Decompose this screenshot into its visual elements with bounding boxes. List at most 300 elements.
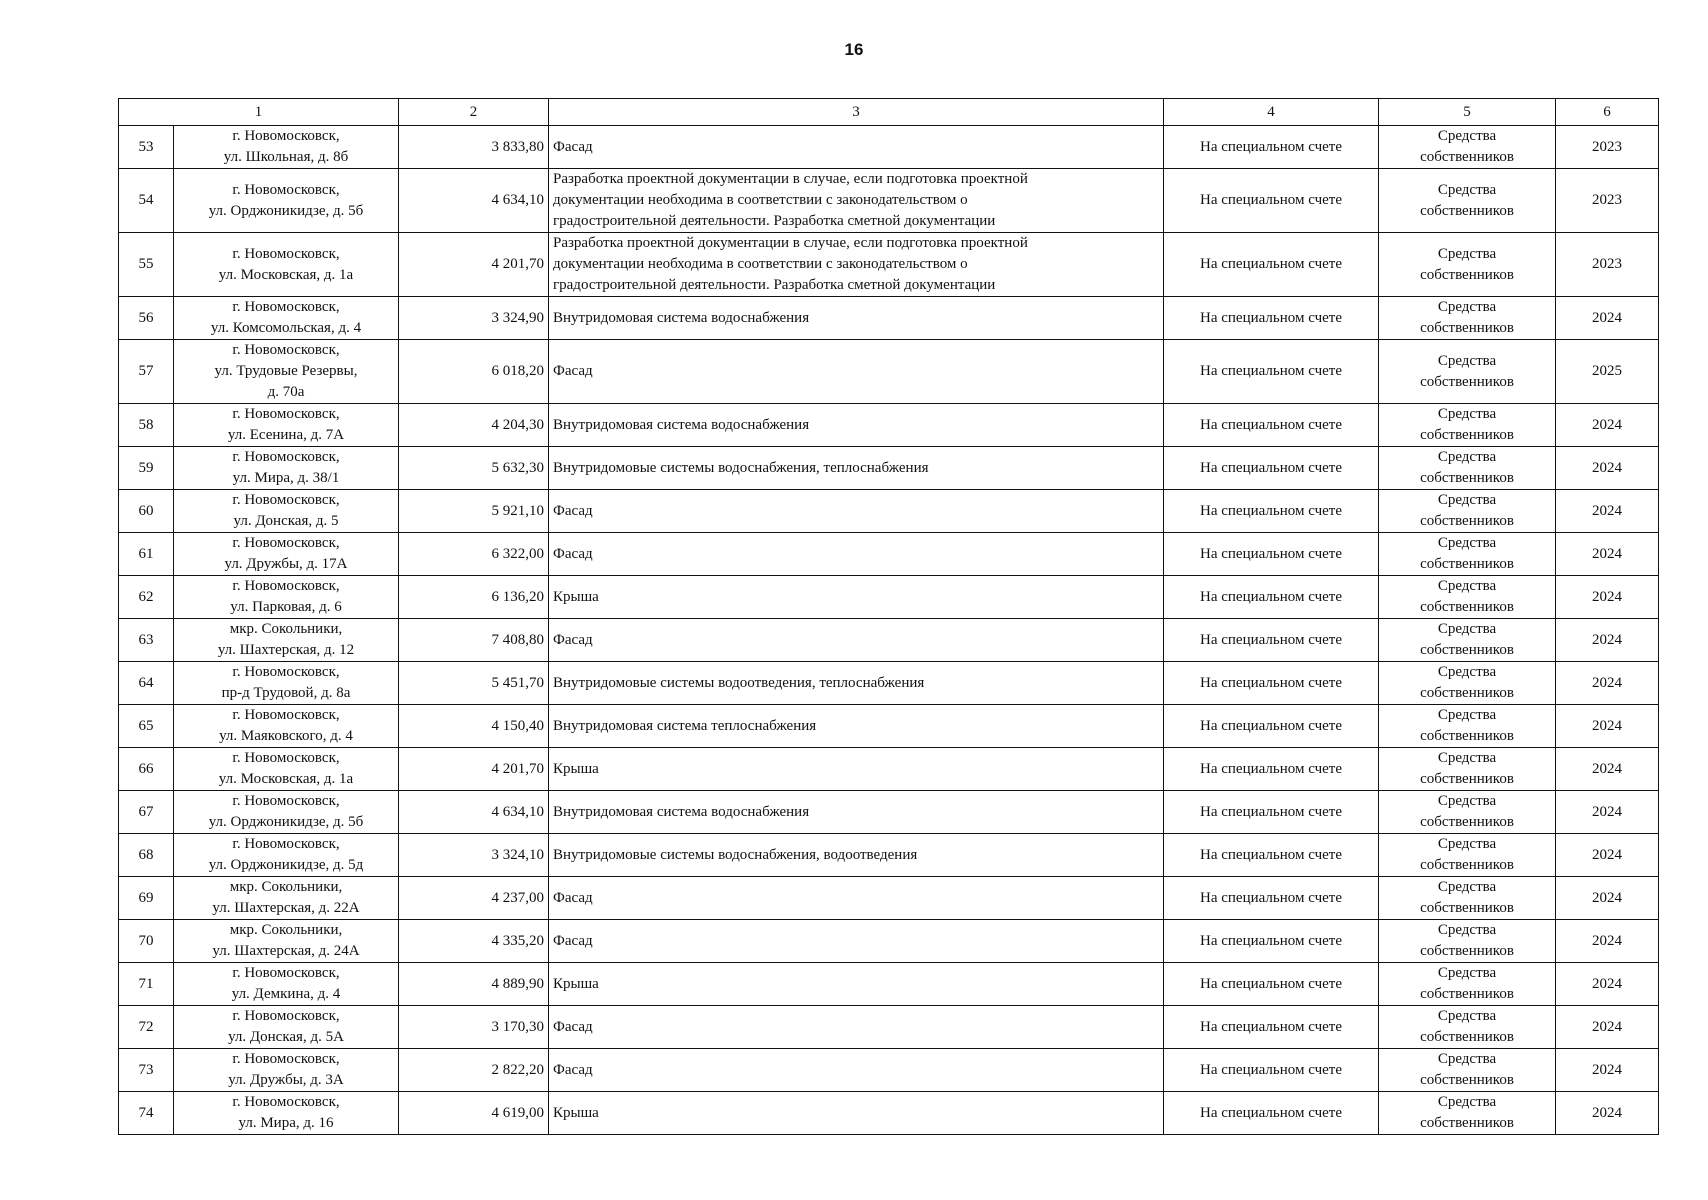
work-type-cell xyxy=(549,662,1164,705)
address-house: д. 70а xyxy=(267,384,305,400)
row-number: 62 xyxy=(119,576,174,619)
area-value: 5 451,70 xyxy=(399,662,549,705)
funding-source-cell xyxy=(1379,340,1556,404)
address-street: ул. Мира, д. 16 xyxy=(238,1115,334,1131)
account-method: На специальном счете xyxy=(1164,490,1379,533)
account-method: На специальном счете xyxy=(1164,1092,1379,1135)
address-locality: г. Новомосковск, xyxy=(232,578,340,594)
work-type-line: Фасад xyxy=(553,889,593,906)
account-method: На специальном счете xyxy=(1164,340,1379,404)
row-number: 65 xyxy=(119,705,174,748)
address-street: ул. Парковая, д. 6 xyxy=(230,599,342,615)
area-value: 3 324,10 xyxy=(399,834,549,877)
area-value: 4 150,40 xyxy=(399,705,549,748)
account-method: На специальном счете xyxy=(1164,576,1379,619)
work-type-cell xyxy=(549,834,1164,877)
account-method: На специальном счете xyxy=(1164,297,1379,340)
funding-source-cell xyxy=(1379,576,1556,619)
planned-year: 2024 xyxy=(1556,1092,1659,1135)
column-header-3: 3 xyxy=(549,99,1164,126)
funding-source-line: Средства xyxy=(1437,1008,1497,1024)
planned-year: 2023 xyxy=(1556,233,1659,297)
area-value: 6 136,20 xyxy=(399,576,549,619)
address-cell xyxy=(174,169,399,233)
funding-source-cell xyxy=(1379,126,1556,169)
page-number: 16 xyxy=(844,40,864,59)
table-row xyxy=(119,705,1659,748)
funding-source-cell xyxy=(1379,705,1556,748)
planned-year: 2024 xyxy=(1556,619,1659,662)
address-street: ул. Шахтерская, д. 24А xyxy=(212,943,360,959)
planned-year: 2024 xyxy=(1556,662,1659,705)
address-street: ул. Московская, д. 1а xyxy=(218,266,354,283)
work-type-cell xyxy=(549,791,1164,834)
address-locality: г. Новомосковск, xyxy=(232,245,340,262)
account-method: На специальном счете xyxy=(1164,233,1379,297)
work-type-line: Разработка проектной документации в случае, если подготовка проектной xyxy=(553,171,1028,187)
funding-source-line: собственников xyxy=(1420,427,1514,443)
work-type-cell xyxy=(549,1049,1164,1092)
address-cell xyxy=(174,340,399,404)
funding-source-line: собственников xyxy=(1420,202,1514,219)
account-method: На специальном счете xyxy=(1164,662,1379,705)
address-cell xyxy=(174,576,399,619)
address-street: ул. Орджоникидзе, д. 5б xyxy=(208,202,364,219)
table-row xyxy=(119,1049,1659,1092)
row-number: 64 xyxy=(119,662,174,705)
work-type-cell xyxy=(549,748,1164,791)
funding-source-line: Средства xyxy=(1437,299,1497,315)
funding-source-cell xyxy=(1379,920,1556,963)
row-number: 55 xyxy=(119,233,174,297)
address-locality: г. Новомосковск, xyxy=(232,664,340,680)
table-row xyxy=(119,920,1659,963)
work-type-cell xyxy=(549,533,1164,576)
row-number: 69 xyxy=(119,877,174,920)
address-locality: мкр. Сокольники, xyxy=(229,621,343,637)
funding-source-cell xyxy=(1379,297,1556,340)
account-method: На специальном счете xyxy=(1164,404,1379,447)
funding-source-line: собственников xyxy=(1420,320,1514,336)
work-type-line: Внутридомовая система водоснабжения xyxy=(553,416,810,433)
address-cell xyxy=(174,404,399,447)
address-locality: г. Новомосковск, xyxy=(232,492,340,508)
area-value: 6 322,00 xyxy=(399,533,549,576)
address-street: ул. Шахтерская, д. 22А xyxy=(212,900,360,916)
funding-source-line: Средства xyxy=(1437,664,1497,680)
address-cell xyxy=(174,920,399,963)
table-row xyxy=(119,1006,1659,1049)
address-street: ул. Маяковского, д. 4 xyxy=(219,728,353,744)
work-type-cell xyxy=(549,169,1164,233)
account-method: На специальном счете xyxy=(1164,619,1379,662)
funding-source-cell xyxy=(1379,963,1556,1006)
funding-source-line: собственников xyxy=(1420,771,1514,787)
work-type-line: Крыша xyxy=(553,1104,599,1121)
area-value: 2 822,20 xyxy=(399,1049,549,1092)
address-locality: г. Новомосковск, xyxy=(232,1051,340,1067)
address-cell xyxy=(174,297,399,340)
planned-year: 2024 xyxy=(1556,877,1659,920)
row-number: 53 xyxy=(119,126,174,169)
work-type-line: Крыша xyxy=(553,975,599,992)
work-type-line: Фасад xyxy=(553,1061,593,1078)
area-value: 4 201,70 xyxy=(399,748,549,791)
funding-source-cell xyxy=(1379,169,1556,233)
work-type-line: документации необходима в соответствии с законодательством о xyxy=(553,256,968,272)
area-value: 4 634,10 xyxy=(399,791,549,834)
repair-schedule-table xyxy=(118,98,1659,1135)
planned-year: 2023 xyxy=(1556,169,1659,233)
planned-year: 2024 xyxy=(1556,920,1659,963)
area-value: 4 335,20 xyxy=(399,920,549,963)
area-value: 7 408,80 xyxy=(399,619,549,662)
work-type-line: Фасад xyxy=(553,502,593,519)
planned-year: 2024 xyxy=(1556,404,1659,447)
row-number: 60 xyxy=(119,490,174,533)
area-value: 6 018,20 xyxy=(399,340,549,404)
area-value: 3 833,80 xyxy=(399,126,549,169)
funding-source-cell xyxy=(1379,1092,1556,1135)
address-cell xyxy=(174,877,399,920)
planned-year: 2024 xyxy=(1556,834,1659,877)
account-method: На специальном счете xyxy=(1164,791,1379,834)
row-number: 58 xyxy=(119,404,174,447)
account-method: На специальном счете xyxy=(1164,963,1379,1006)
row-number: 54 xyxy=(119,169,174,233)
address-locality: г. Новомосковск, xyxy=(232,750,340,766)
funding-source-line: Средства xyxy=(1437,406,1497,422)
address-locality: г. Новомосковск, xyxy=(232,299,340,315)
column-header-5: 5 xyxy=(1379,99,1556,126)
funding-source-line: Средства xyxy=(1437,965,1497,981)
account-method: На специальном счете xyxy=(1164,748,1379,791)
funding-source-line: собственников xyxy=(1420,149,1514,165)
area-value: 3 170,30 xyxy=(399,1006,549,1049)
account-method: На специальном счете xyxy=(1164,920,1379,963)
row-number: 66 xyxy=(119,748,174,791)
address-locality: г. Новомосковск, xyxy=(232,965,340,981)
funding-source-line: Средства xyxy=(1437,181,1497,198)
work-type-line: Внутридомовая система водоснабжения xyxy=(553,309,810,326)
funding-source-line: собственников xyxy=(1420,728,1514,744)
funding-source-cell xyxy=(1379,662,1556,705)
table-row xyxy=(119,662,1659,705)
area-value: 4 619,00 xyxy=(399,1092,549,1135)
address-cell xyxy=(174,533,399,576)
funding-source-cell xyxy=(1379,791,1556,834)
work-type-line: градостроительной деятельности. Разработка сметной документации xyxy=(553,213,996,229)
work-type-line: Фасад xyxy=(553,545,593,562)
funding-source-cell xyxy=(1379,404,1556,447)
address-locality: г. Новомосковск, xyxy=(232,128,340,144)
funding-source-line: собственников xyxy=(1420,470,1514,486)
table-body xyxy=(119,126,1659,1135)
funding-source-line: Средства xyxy=(1437,922,1497,938)
work-type-cell xyxy=(549,576,1164,619)
address-locality: г. Новомосковск, xyxy=(232,836,340,852)
account-method: На специальном счете xyxy=(1164,834,1379,877)
address-cell xyxy=(174,1049,399,1092)
funding-source-line: Средства xyxy=(1437,879,1497,895)
work-type-line: Крыша xyxy=(553,588,599,605)
column-number-row xyxy=(119,99,1659,126)
address-cell xyxy=(174,1092,399,1135)
address-street: ул. Донская, д. 5 xyxy=(233,513,339,529)
work-type-cell xyxy=(549,877,1164,920)
planned-year: 2024 xyxy=(1556,791,1659,834)
row-number: 71 xyxy=(119,963,174,1006)
funding-source-cell xyxy=(1379,748,1556,791)
area-value: 4 204,30 xyxy=(399,404,549,447)
work-type-cell xyxy=(549,233,1164,297)
row-number: 61 xyxy=(119,533,174,576)
work-type-cell xyxy=(549,126,1164,169)
address-street: ул. Комсомольская, д. 4 xyxy=(210,320,362,336)
funding-source-cell xyxy=(1379,533,1556,576)
funding-source-cell xyxy=(1379,1049,1556,1092)
address-cell xyxy=(174,1006,399,1049)
table-row xyxy=(119,297,1659,340)
column-header-6: 6 xyxy=(1556,99,1659,126)
funding-source-line: Средства xyxy=(1437,352,1497,369)
table-row xyxy=(119,490,1659,533)
work-type-line: Фасад xyxy=(553,1018,593,1035)
row-number: 70 xyxy=(119,920,174,963)
address-street: ул. Школьная, д. 8б xyxy=(223,149,349,165)
address-cell xyxy=(174,791,399,834)
row-number: 57 xyxy=(119,340,174,404)
address-street: ул. Демкина, д. 4 xyxy=(231,986,341,1002)
funding-source-line: собственников xyxy=(1420,266,1514,283)
planned-year: 2023 xyxy=(1556,126,1659,169)
table-row xyxy=(119,834,1659,877)
address-cell xyxy=(174,963,399,1006)
funding-source-line: собственников xyxy=(1420,986,1514,1002)
funding-source-line: собственников xyxy=(1420,1115,1514,1131)
column-header-2: 2 xyxy=(399,99,549,126)
planned-year: 2024 xyxy=(1556,1006,1659,1049)
address-cell xyxy=(174,705,399,748)
table-row xyxy=(119,404,1659,447)
table-row xyxy=(119,963,1659,1006)
column-header-4: 4 xyxy=(1164,99,1379,126)
funding-source-line: Средства xyxy=(1437,449,1497,465)
address-cell xyxy=(174,233,399,297)
funding-source-line: собственников xyxy=(1420,1072,1514,1088)
table-row xyxy=(119,447,1659,490)
row-number: 59 xyxy=(119,447,174,490)
area-value: 4 237,00 xyxy=(399,877,549,920)
address-locality: г. Новомосковск, xyxy=(232,535,340,551)
work-type-line: Фасад xyxy=(553,363,593,379)
work-type-cell xyxy=(549,297,1164,340)
table-row xyxy=(119,619,1659,662)
planned-year: 2024 xyxy=(1556,963,1659,1006)
account-method: На специальном счете xyxy=(1164,705,1379,748)
work-type-line: Внутридомовые системы водоснабжения, водоотведения xyxy=(553,846,918,863)
funding-source-line: Средства xyxy=(1437,793,1497,809)
work-type-line: Внутридомовые системы водоотведения, теплоснабжения xyxy=(553,674,925,691)
area-value: 4 634,10 xyxy=(399,169,549,233)
funding-source-line: собственников xyxy=(1420,943,1514,959)
funding-source-cell xyxy=(1379,1006,1556,1049)
work-type-line: Внутридомовая система водоснабжения xyxy=(553,803,810,820)
account-method: На специальном счете xyxy=(1164,877,1379,920)
address-street: ул. Мира, д. 38/1 xyxy=(232,470,340,486)
funding-source-cell xyxy=(1379,619,1556,662)
work-type-cell xyxy=(549,340,1164,404)
address-cell xyxy=(174,447,399,490)
funding-source-line: Средства xyxy=(1437,245,1497,262)
work-type-line: Фасад xyxy=(553,138,593,155)
funding-source-line: Средства xyxy=(1437,1051,1497,1067)
row-number: 68 xyxy=(119,834,174,877)
address-street: ул. Орджоникидзе, д. 5б xyxy=(208,814,364,830)
area-value: 5 632,30 xyxy=(399,447,549,490)
funding-source-line: Средства xyxy=(1437,128,1497,144)
planned-year: 2024 xyxy=(1556,1049,1659,1092)
work-type-cell xyxy=(549,619,1164,662)
work-type-line: Крыша xyxy=(553,760,599,777)
table-row xyxy=(119,233,1659,297)
address-street: ул. Есенина, д. 7А xyxy=(227,427,345,443)
address-street: ул. Трудовые Резервы, xyxy=(214,363,358,379)
table-row xyxy=(119,877,1659,920)
work-type-cell xyxy=(549,705,1164,748)
funding-source-cell xyxy=(1379,490,1556,533)
table-row xyxy=(119,169,1659,233)
table-row xyxy=(119,791,1659,834)
address-cell xyxy=(174,490,399,533)
account-method: На специальном счете xyxy=(1164,447,1379,490)
address-street: пр-д Трудовой, д. 8а xyxy=(221,685,351,701)
area-value: 4 201,70 xyxy=(399,233,549,297)
row-number: 74 xyxy=(119,1092,174,1135)
funding-source-line: Средства xyxy=(1437,578,1497,594)
funding-source-line: собственников xyxy=(1420,556,1514,572)
work-type-line: градостроительной деятельности. Разработка сметной документации xyxy=(553,277,996,293)
address-street: ул. Дружбы, д. 17А xyxy=(224,556,348,572)
funding-source-cell xyxy=(1379,834,1556,877)
address-cell xyxy=(174,748,399,791)
funding-source-line: собственников xyxy=(1420,373,1514,390)
work-type-line: Фасад xyxy=(553,932,593,949)
address-street: ул. Московская, д. 1а xyxy=(218,771,354,787)
row-number: 73 xyxy=(119,1049,174,1092)
planned-year: 2024 xyxy=(1556,297,1659,340)
planned-year: 2024 xyxy=(1556,748,1659,791)
work-type-line: Фасад xyxy=(553,631,593,648)
planned-year: 2024 xyxy=(1556,705,1659,748)
work-type-cell xyxy=(549,490,1164,533)
funding-source-line: собственников xyxy=(1420,513,1514,529)
address-street: ул. Орджоникидзе, д. 5д xyxy=(208,857,364,873)
address-street: ул. Шахтерская, д. 12 xyxy=(217,642,355,658)
area-value: 4 889,90 xyxy=(399,963,549,1006)
planned-year: 2024 xyxy=(1556,576,1659,619)
work-type-cell xyxy=(549,1092,1164,1135)
funding-source-line: собственников xyxy=(1420,1029,1514,1045)
address-locality: мкр. Сокольники, xyxy=(229,879,343,895)
table-row xyxy=(119,576,1659,619)
row-number: 63 xyxy=(119,619,174,662)
address-locality: г. Новомосковск, xyxy=(232,181,340,198)
address-locality: г. Новомосковск, xyxy=(232,1008,340,1024)
funding-source-line: Средства xyxy=(1437,750,1497,766)
account-method: На специальном счете xyxy=(1164,126,1379,169)
address-street: ул. Донская, д. 5А xyxy=(228,1029,344,1045)
area-value: 5 921,10 xyxy=(399,490,549,533)
funding-source-cell xyxy=(1379,233,1556,297)
funding-source-line: собственников xyxy=(1420,685,1514,701)
planned-year: 2024 xyxy=(1556,533,1659,576)
funding-source-line: собственников xyxy=(1420,814,1514,830)
address-cell xyxy=(174,662,399,705)
address-locality: г. Новомосковск, xyxy=(232,449,340,465)
funding-source-line: Средства xyxy=(1437,836,1497,852)
table-row xyxy=(119,126,1659,169)
funding-source-line: Средства xyxy=(1437,535,1497,551)
funding-source-line: Средства xyxy=(1437,621,1497,637)
table-row xyxy=(119,748,1659,791)
work-type-line: Разработка проектной документации в случае, если подготовка проектной xyxy=(553,235,1028,251)
address-locality: г. Новомосковск, xyxy=(232,1094,340,1110)
account-method: На специальном счете xyxy=(1164,1006,1379,1049)
account-method: На специальном счете xyxy=(1164,169,1379,233)
work-type-line: Внутридомовая система теплоснабжения xyxy=(553,717,817,734)
work-type-cell xyxy=(549,920,1164,963)
planned-year: 2024 xyxy=(1556,447,1659,490)
funding-source-line: собственников xyxy=(1420,857,1514,873)
address-cell xyxy=(174,619,399,662)
work-type-cell xyxy=(549,404,1164,447)
account-method: На специальном счете xyxy=(1164,1049,1379,1092)
work-type-cell xyxy=(549,963,1164,1006)
funding-source-line: собственников xyxy=(1420,599,1514,615)
address-locality: г. Новомосковск, xyxy=(232,707,340,723)
funding-source-cell xyxy=(1379,877,1556,920)
row-number: 56 xyxy=(119,297,174,340)
funding-source-cell xyxy=(1379,447,1556,490)
table-row xyxy=(119,1092,1659,1135)
area-value: 3 324,90 xyxy=(399,297,549,340)
funding-source-line: Средства xyxy=(1437,707,1497,723)
row-number: 72 xyxy=(119,1006,174,1049)
account-method: На специальном счете xyxy=(1164,533,1379,576)
address-cell xyxy=(174,126,399,169)
funding-source-line: собственников xyxy=(1420,900,1514,916)
address-locality: г. Новомосковск, xyxy=(232,406,340,422)
planned-year: 2025 xyxy=(1556,340,1659,404)
work-type-cell xyxy=(549,447,1164,490)
funding-source-line: собственников xyxy=(1420,642,1514,658)
work-type-cell xyxy=(549,1006,1164,1049)
row-number: 67 xyxy=(119,791,174,834)
address-locality: г. Новомосковск, xyxy=(232,793,340,809)
address-street: ул. Дружбы, д. 3А xyxy=(228,1072,344,1088)
planned-year: 2024 xyxy=(1556,490,1659,533)
column-header-1: 1 xyxy=(119,99,399,126)
address-locality: мкр. Сокольники, xyxy=(229,922,343,938)
address-locality: г. Новомосковск, xyxy=(232,342,340,358)
funding-source-line: Средства xyxy=(1437,492,1497,508)
address-cell xyxy=(174,834,399,877)
funding-source-line: Средства xyxy=(1437,1094,1497,1110)
work-type-line: Внутридомовые системы водоснабжения, теплоснабжения xyxy=(553,459,929,476)
table-row xyxy=(119,340,1659,404)
table-row xyxy=(119,533,1659,576)
